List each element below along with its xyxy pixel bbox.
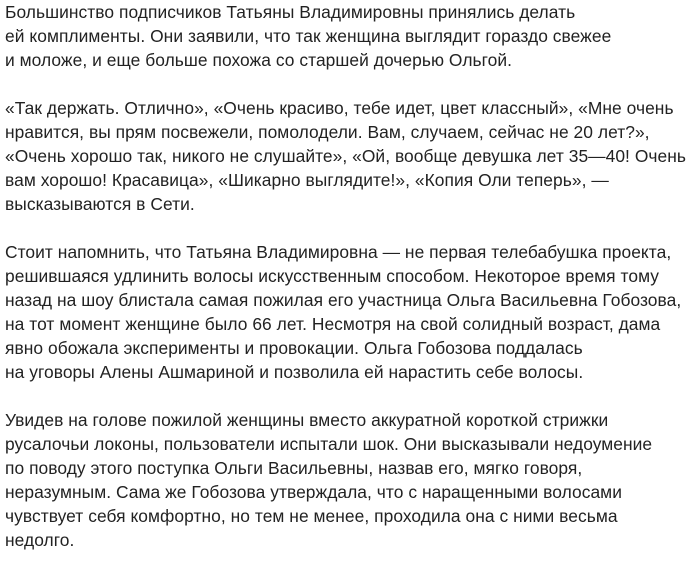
text-line: высказываются в Сети. — [5, 194, 195, 214]
text-line: назад на шоу блистала самая пожилая его участница Ольга Васильевна Гобозова, — [5, 290, 682, 310]
text-line: русалочьи локоны, пользователи испытали шок. Они высказывали недоумение — [5, 434, 653, 454]
text-line: Стоит напомнить, что Татьяна Владимировна — не первая телебабушка проекта, — [5, 242, 672, 262]
text-line: неразумным. Сама же Гобозова утверждала, что с наращенными волосами — [5, 482, 622, 502]
text-line: Увидев на голове пожилой женщины вместо аккуратной короткой стрижки — [5, 410, 609, 430]
text-line: явно обожала эксперименты и провокации. Ольга Гобозова поддалась — [5, 338, 583, 358]
paragraph-users-reaction — [5, 408, 695, 552]
paragraph-quotes — [5, 96, 695, 216]
text-line: нравится, вы прям посвежели, помолодели. Вам, случаем, сейчас не 20 лет?», — [5, 122, 650, 142]
text-line: ей комплименты. Они заявили, что так женщина выглядит гораздо свежее — [5, 26, 612, 46]
article-body — [5, 0, 695, 576]
text-line: по поводу этого поступка Ольги Васильевны, назвав его, мягко говоря, — [5, 458, 583, 478]
text-line: недолго. — [5, 530, 75, 550]
text-line: и моложе, и еще больше похожа со старшей дочерью Ольгой. — [5, 50, 512, 70]
text-line: на уговоры Алены Ашмариной и позволила ей нарастить себе волосы. — [5, 362, 584, 382]
text-line: «Так держать. Отлично», «Очень красиво, тебе идет, цвет классный», «Мне очень — [5, 98, 674, 118]
text-line: вам хорошо! Красавица», «Шикарно выглядите!», «Копия Оли теперь», — — [5, 170, 609, 190]
paragraph-followers-compliments — [5, 0, 695, 72]
text-line: чувствует себя комфортно, но тем не менее, проходила она с ними весьма — [5, 506, 618, 526]
text-line: «Очень хорошо так, никого не слушайте», «Ой, вообще девушка лет 35—40! Очень — [5, 146, 686, 166]
paragraph-previous-grandmother — [5, 240, 695, 384]
text-line: на тот момент женщине было 66 лет. Несмотря на свой солидный возраст, дама — [5, 314, 661, 334]
text-line: Большинство подписчиков Татьяны Владимировны принялись делать — [5, 2, 576, 22]
text-line: решившаяся удлинить волосы искусственным способом. Некоторое время тому — [5, 266, 660, 286]
